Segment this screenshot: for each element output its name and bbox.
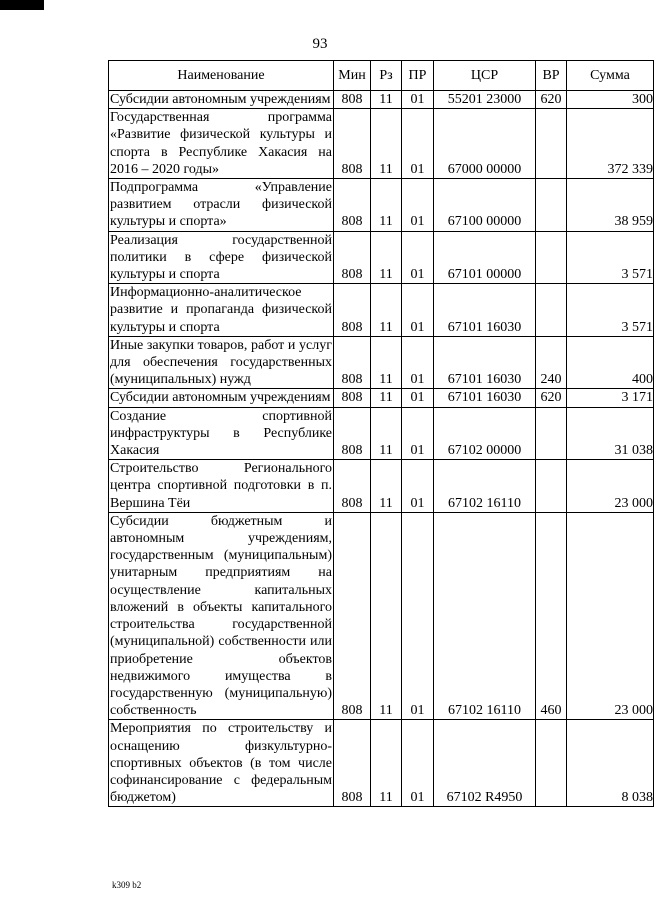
cell-pr: 01 xyxy=(402,460,434,513)
cell-sum: 3 171 xyxy=(567,389,654,407)
cell-pr: 01 xyxy=(402,109,434,179)
cell-min: 808 xyxy=(334,179,371,232)
table-row xyxy=(109,109,654,179)
cell-pr: 01 xyxy=(402,336,434,389)
cell-vr xyxy=(536,720,567,807)
cell-min: 808 xyxy=(334,109,371,179)
cell-min: 808 xyxy=(334,336,371,389)
cell-pr: 01 xyxy=(402,284,434,337)
cell-min: 808 xyxy=(334,460,371,513)
cell-pr: 01 xyxy=(402,389,434,407)
cell-sum: 23 000 xyxy=(567,512,654,719)
cell-sum: 300 xyxy=(567,91,654,109)
header-vr: ВР xyxy=(536,61,567,91)
cell-pr: 01 xyxy=(402,512,434,719)
cell-name: Субсидии автономным учреждениям xyxy=(109,389,334,407)
cell-min: 808 xyxy=(334,720,371,807)
page-number: 93 xyxy=(312,36,328,52)
table-row xyxy=(109,336,654,389)
cell-sum: 8 038 xyxy=(567,720,654,807)
table-row xyxy=(109,512,654,719)
cell-rz: 11 xyxy=(371,179,402,232)
cell-name: Строительство Регионального центра спортивной подготовки в п. Вершина Тёи xyxy=(110,461,332,511)
cell-sum: 372 339 xyxy=(567,109,654,179)
budget-table xyxy=(108,60,654,807)
cell-min: 808 xyxy=(334,284,371,337)
cell-csr: 67101 16030 xyxy=(434,336,536,389)
footer-code: k309 b2 xyxy=(112,880,142,890)
cell-vr xyxy=(536,109,567,179)
cell-csr: 67102 00000 xyxy=(434,407,536,460)
cell-pr: 01 xyxy=(402,231,434,284)
cell-csr: 67101 16030 xyxy=(434,284,536,337)
header-min: Мин xyxy=(334,61,371,91)
cell-pr: 01 xyxy=(402,720,434,807)
table-header-row xyxy=(109,61,654,91)
cell-pr: 01 xyxy=(402,179,434,232)
cell-csr: 67101 16030 xyxy=(434,389,536,407)
cell-sum: 38 959 xyxy=(567,179,654,232)
cell-rz: 11 xyxy=(371,460,402,513)
table-row xyxy=(109,389,654,407)
cell-vr: 620 xyxy=(536,91,567,109)
header-rz: Рз xyxy=(371,61,402,91)
cell-rz: 11 xyxy=(371,407,402,460)
header-sum: Сумма xyxy=(567,61,654,91)
cell-name: Мероприятия по строительству и оснащению физкультурно-спортивных объектов (в том числе софинансирование с федеральным бюджетом) xyxy=(110,721,332,806)
cell-csr: 67101 00000 xyxy=(434,231,536,284)
cell-rz: 11 xyxy=(371,231,402,284)
cell-csr: 67102 R4950 xyxy=(434,720,536,807)
cell-pr: 01 xyxy=(402,407,434,460)
table-row xyxy=(109,231,654,284)
cell-min: 808 xyxy=(334,512,371,719)
cell-name: Создание спортивной инфраструктуры в Республике Хакасия xyxy=(110,408,332,459)
table-body xyxy=(109,91,654,807)
cell-min: 808 xyxy=(334,407,371,460)
cell-vr: 240 xyxy=(536,336,567,389)
cell-name: Подпрограмма «Управление развитием отрасли физической культуры и спорта» xyxy=(110,180,332,230)
table-row xyxy=(109,179,654,232)
cell-csr: 67100 00000 xyxy=(434,179,536,232)
cell-vr xyxy=(536,407,567,460)
cell-rz: 11 xyxy=(371,91,402,109)
cell-rz: 11 xyxy=(371,109,402,179)
cell-name: Иные закупки товаров, работ и услуг для обеспечения государственных (муниципальных) нужд xyxy=(110,337,332,388)
cell-rz: 11 xyxy=(371,284,402,337)
table-row xyxy=(109,407,654,460)
cell-vr: 460 xyxy=(536,512,567,719)
cell-sum: 23 000 xyxy=(567,460,654,513)
cell-sum: 400 xyxy=(567,336,654,389)
cell-rz: 11 xyxy=(371,512,402,719)
table-row xyxy=(109,91,654,109)
cell-sum: 3 571 xyxy=(567,284,654,337)
cell-min: 808 xyxy=(334,389,371,407)
table-row xyxy=(109,720,654,807)
cell-sum: 3 571 xyxy=(567,231,654,284)
cell-name: Субсидии автономным учреждениям xyxy=(109,91,334,109)
cell-csr: 55201 23000 xyxy=(434,91,536,109)
cell-rz: 11 xyxy=(371,389,402,407)
cell-csr: 67102 16110 xyxy=(434,512,536,719)
cell-min: 808 xyxy=(334,231,371,284)
cell-name: Субсидии бюджетным и автономным учреждениям, государственным (муниципальным) унитарным предприятиям на осуществление капитальных вложений в объекты капитального строительства государственной (муниципальной) собственности или приобретение объектов недвижимого имущества в государственную (муниципальную) собственность xyxy=(110,513,332,719)
cell-name: Информационно-аналитическое развитие и пропаганда физической культуры и спорта xyxy=(110,285,332,335)
header-name: Наименование xyxy=(109,61,334,91)
cell-pr: 01 xyxy=(402,91,434,109)
cell-vr xyxy=(536,460,567,513)
cell-vr xyxy=(536,179,567,232)
cell-rz: 11 xyxy=(371,720,402,807)
cell-csr: 67102 16110 xyxy=(434,460,536,513)
scan-corner-mark xyxy=(0,0,44,10)
cell-vr: 620 xyxy=(536,389,567,407)
table-row xyxy=(109,284,654,337)
cell-min: 808 xyxy=(334,91,371,109)
header-pr: ПР xyxy=(402,61,434,91)
cell-name: Реализация государственной политики в сфере физической культуры и спорта xyxy=(110,232,332,283)
header-csr: ЦСР xyxy=(434,61,536,91)
cell-sum: 31 038 xyxy=(567,407,654,460)
table-row xyxy=(109,460,654,513)
cell-vr xyxy=(536,231,567,284)
cell-csr: 67000 00000 xyxy=(434,109,536,179)
cell-rz: 11 xyxy=(371,336,402,389)
cell-vr xyxy=(536,284,567,337)
cell-name: Государственная программа «Развитие физической культуры и спорта в Республике Хакасия на 2016 – 2020 годы» xyxy=(110,110,332,177)
